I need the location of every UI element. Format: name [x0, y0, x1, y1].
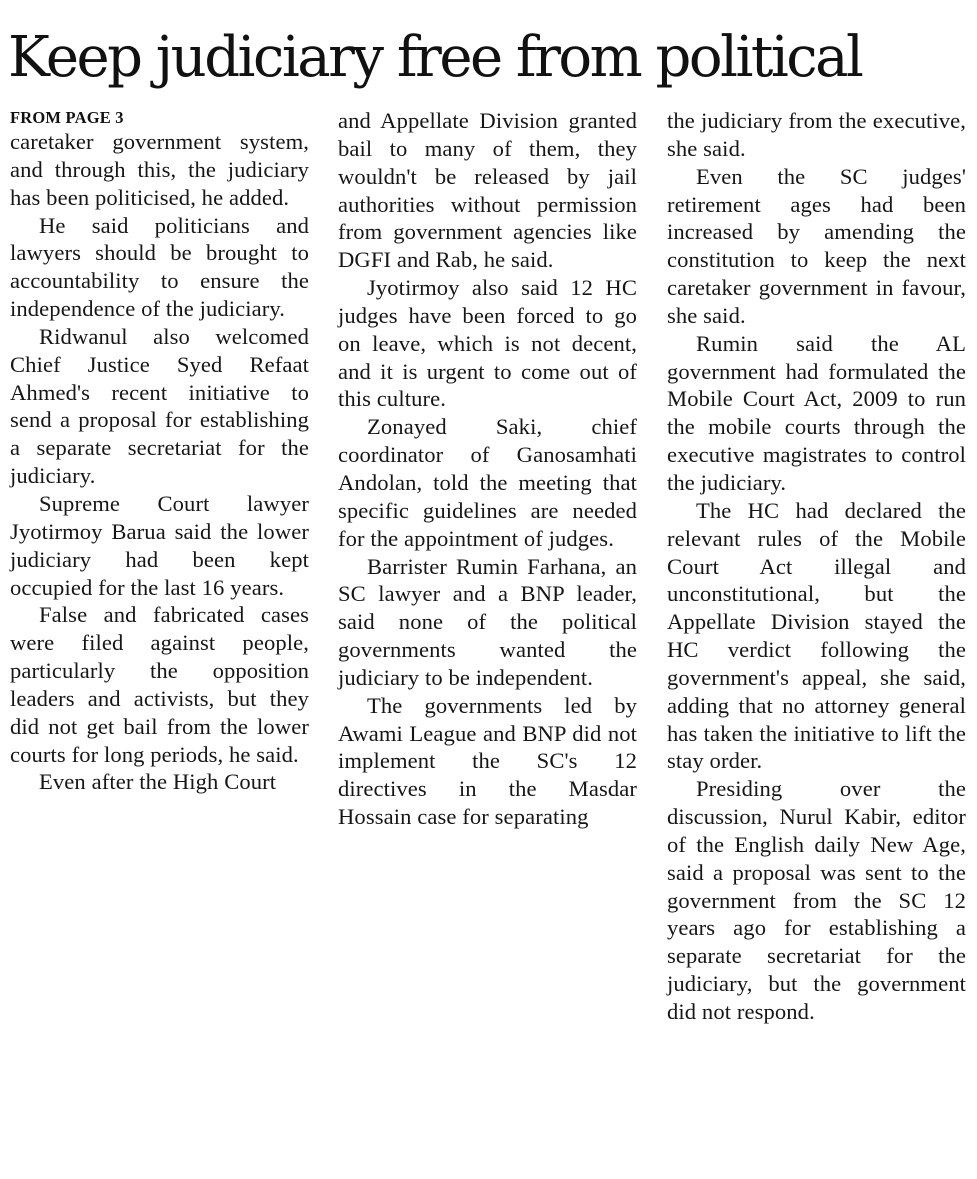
paragraph: Jyotirmoy also said 12 HC judges have been forced to go on leave, which is not decent, and it is urgent to come out of this culture. [338, 275, 637, 412]
paragraph: He said politicians and lawyers should be brought to accountability to ensure the independence of the judiciary. [10, 212, 309, 322]
paragraph: the judiciary from the executive, she said. [667, 108, 966, 161]
paragraph: Zonayed Saki, chief coordinator of Ganosamhati Andolan, told the meeting that specific guidelines are needed for the appointment of judges. [338, 414, 637, 551]
paragraph: Ridwanul also welcomed Chief Justice Syed Refaat Ahmed's recent initiative to send a proposal for establishing a separate secretariat for the judiciary. [10, 323, 309, 489]
paragraph: Supreme Court lawyer Jyotirmoy Barua said the lower judiciary had been kept occupied for the last 16 years. [10, 490, 309, 600]
paragraph: The HC had declared the relevant rules of the Mobile Court Act illegal and unconstitutional, but the Appellate Division stayed the HC verdict following the government's appeal, she said, adding that no attorney general has taken the initiative to lift the stay order. [667, 497, 966, 774]
jump-label: FROM PAGE 3 [10, 108, 124, 127]
paragraph: and Appellate Division granted bail to many of them, they wouldn't be released by jail authorities without permission from government agencies like DGFI and Rab, he said. [338, 108, 637, 273]
paragraph: Even after the High Court [39, 769, 277, 795]
paragraph: The governments led by Awami League and BNP did not implement the SC's 12 directives in the Masdar Hossain case for separating [338, 692, 637, 830]
article-column-1 [10, 108, 309, 796]
paragraph: False and fabricated cases were filed against people, particularly the opposition leaders and activists, but they did not get bail from the lower courts for long periods, he said. [10, 602, 309, 767]
paragraph: Presiding over the discussion, Nurul Kabir, editor of the English daily New Age, said a proposal was sent to the government from the SC 12 years ago for establishing a separate secretariat for the judiciary, but the government did not respond. [667, 776, 966, 1024]
paragraph: Rumin said the AL government had formulated the Mobile Court Act, 2009 to run the mobile courts through the executive magistrates to control the judiciary. [667, 330, 966, 495]
paragraph: Even the SC judges' retirement ages had been increased by amending the constitution to keep the next caretaker government in favour, she said. [667, 163, 966, 328]
article-column-2 [338, 108, 637, 831]
paragraph: caretaker government system, and through this, the judiciary has been politicised, he added. [10, 129, 309, 210]
headline: Keep judiciary free from political [8, 25, 862, 90]
article-column-3 [667, 108, 966, 1026]
paragraph: Barrister Rumin Farhana, an SC lawyer and a BNP leader, said none of the political governments wanted the judiciary to be independent. [338, 553, 637, 690]
